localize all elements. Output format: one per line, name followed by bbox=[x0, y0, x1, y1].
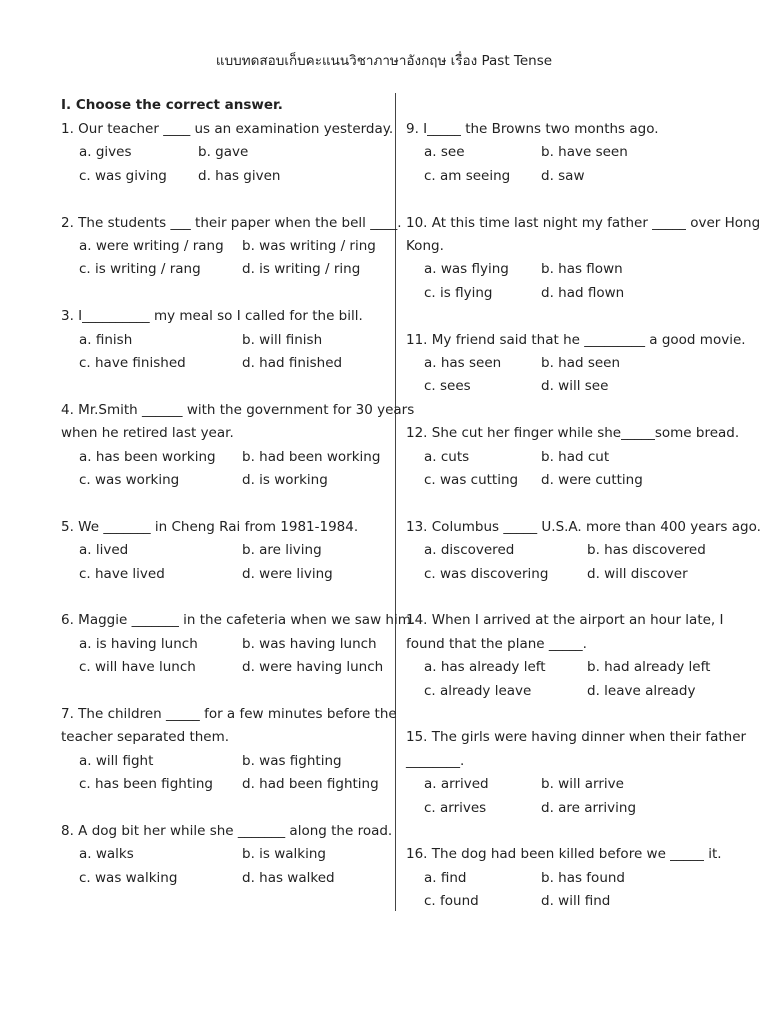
question-2-text: 2. The students ___ their paper when the bell ____. bbox=[61, 214, 402, 231]
question-7-option: d. had been fighting bbox=[242, 776, 379, 793]
question-11-option: b. had seen bbox=[541, 355, 621, 371]
question-5-option: d. were living bbox=[242, 565, 333, 582]
question-14-option: d. leave already bbox=[587, 682, 696, 699]
question-7-text: 7. The children _____ for a few minutes before the bbox=[61, 706, 397, 722]
question-15-text: 15. The girls were having dinner when their father bbox=[406, 729, 747, 746]
question-13-text: 13. Columbus _____ U.S.A. more than 400 years ago. bbox=[406, 518, 761, 535]
question-10-option: d. had flown bbox=[541, 284, 625, 301]
question-13-option: b. has discovered bbox=[587, 542, 706, 559]
question-13-option: a. discovered bbox=[424, 542, 515, 559]
question-1-option: b. gave bbox=[198, 144, 249, 161]
question-13-option: c. was discovering bbox=[424, 565, 549, 582]
question-9-text: 9. I_____ the Browns two months ago. bbox=[406, 121, 659, 137]
question-2-option: a. were writing / rang bbox=[79, 238, 224, 254]
question-5-option: a. lived bbox=[79, 542, 129, 559]
question-10-option: c. is flying bbox=[424, 284, 493, 301]
question-10-text: 10. At this time last night my father _____ over Hong bbox=[406, 214, 761, 231]
question-9-option: b. have seen bbox=[541, 144, 628, 161]
question-3-text: 3. I__________ my meal so I called for the bill. bbox=[61, 308, 363, 325]
question-3-option: b. will finish bbox=[242, 331, 323, 348]
question-12-option: b. had cut bbox=[541, 448, 610, 465]
question-3-option: c. have finished bbox=[79, 355, 186, 371]
question-13-option: d. will discover bbox=[587, 565, 688, 582]
question-1-option: d. has given bbox=[198, 167, 281, 184]
question-2-option: d. is writing / ring bbox=[242, 261, 361, 278]
question-12-option: d. were cutting bbox=[541, 472, 643, 488]
question-10-option: b. has flown bbox=[541, 261, 623, 278]
question-7-option: b. was fighting bbox=[242, 752, 342, 769]
question-11-option: a. has seen bbox=[424, 355, 502, 371]
question-1-text: 1. Our teacher ____ us an examination yesterday. bbox=[61, 121, 394, 137]
question-10-option: a. was flying bbox=[424, 261, 509, 278]
question-6-option: b. was having lunch bbox=[242, 635, 377, 652]
question-4-text: when he retired last year. bbox=[61, 425, 234, 442]
question-16-option: a. find bbox=[424, 869, 467, 886]
question-8-option: c. was walking bbox=[79, 869, 178, 886]
question-2-option: c. is writing / rang bbox=[79, 261, 201, 278]
question-6-option: d. were having lunch bbox=[242, 659, 384, 676]
question-1-option: c. was giving bbox=[79, 167, 167, 184]
question-16-option: c. found bbox=[424, 893, 479, 910]
question-4-option: d. is working bbox=[242, 472, 328, 488]
question-7-text: teacher separated them. bbox=[61, 729, 230, 746]
question-7-option: a. will fight bbox=[79, 752, 154, 769]
question-4-option: c. was working bbox=[79, 472, 180, 488]
question-15-text: ________. bbox=[406, 752, 465, 769]
question-5-text: 5. We _______ in Cheng Rai from 1981-1984. bbox=[61, 518, 359, 535]
question-7-option: c. has been fighting bbox=[79, 776, 213, 793]
question-5-option: c. have lived bbox=[79, 565, 165, 582]
question-3-option: a. finish bbox=[79, 331, 133, 348]
question-14-text: found that the plane _____. bbox=[406, 635, 587, 652]
question-6-option: c. will have lunch bbox=[79, 659, 196, 676]
question-10-text: Kong. bbox=[406, 238, 444, 254]
question-15-option: d. are arriving bbox=[541, 799, 637, 816]
question-8-text: 8. A dog bit her while she _______ along the road. bbox=[61, 823, 393, 839]
question-11-option: c. sees bbox=[424, 378, 471, 395]
question-14-option: a. has already left bbox=[424, 659, 546, 676]
question-12-option: a. cuts bbox=[424, 448, 470, 465]
question-4-option: b. had been working bbox=[242, 448, 381, 465]
question-5-option: b. are living bbox=[242, 542, 322, 559]
question-15-option: b. will arrive bbox=[541, 776, 624, 793]
question-15-option: c. arrives bbox=[424, 799, 487, 816]
question-4-option: a. has been working bbox=[79, 448, 216, 465]
question-11-option: d. will see bbox=[541, 378, 609, 395]
question-14-text: 14. When I arrived at the airport an hour late, I bbox=[406, 612, 724, 629]
question-16-option: d. will find bbox=[541, 893, 611, 910]
section-heading: I. Choose the correct answer. bbox=[61, 97, 283, 113]
question-14-option: c. already leave bbox=[424, 682, 532, 699]
question-9-option: d. saw bbox=[541, 167, 585, 184]
question-12-text: 12. She cut her finger while she_____some bread. bbox=[406, 425, 740, 442]
question-6-text: 6. Maggie _______ in the cafeteria when we saw him. bbox=[61, 612, 416, 629]
question-9-option: a. see bbox=[424, 144, 465, 161]
question-9-option: c. am seeing bbox=[424, 167, 511, 184]
question-1-option: a. gives bbox=[79, 144, 132, 161]
page-title: แบบทดสอบเก็บคะแนนวิชาภาษาอังกฤษ เรื่อง Past Tense bbox=[215, 53, 553, 69]
question-2-option: b. was writing / ring bbox=[242, 238, 376, 254]
question-11-text: 11. My friend said that he _________ a good movie. bbox=[406, 331, 746, 348]
question-8-option: a. walks bbox=[79, 846, 134, 863]
question-16-option: b. has found bbox=[541, 869, 625, 886]
question-4-text: 4. Mr.Smith ______ with the government for 30 years bbox=[61, 401, 415, 418]
question-3-option: d. had finished bbox=[242, 355, 343, 371]
question-8-option: d. has walked bbox=[242, 869, 335, 886]
question-8-option: b. is walking bbox=[242, 846, 326, 863]
question-12-option: c. was cutting bbox=[424, 472, 519, 488]
question-6-option: a. is having lunch bbox=[79, 635, 198, 652]
question-16-text: 16. The dog had been killed before we _____ it. bbox=[406, 846, 722, 863]
question-15-option: a. arrived bbox=[424, 776, 489, 793]
question-14-option: b. had already left bbox=[587, 659, 711, 676]
